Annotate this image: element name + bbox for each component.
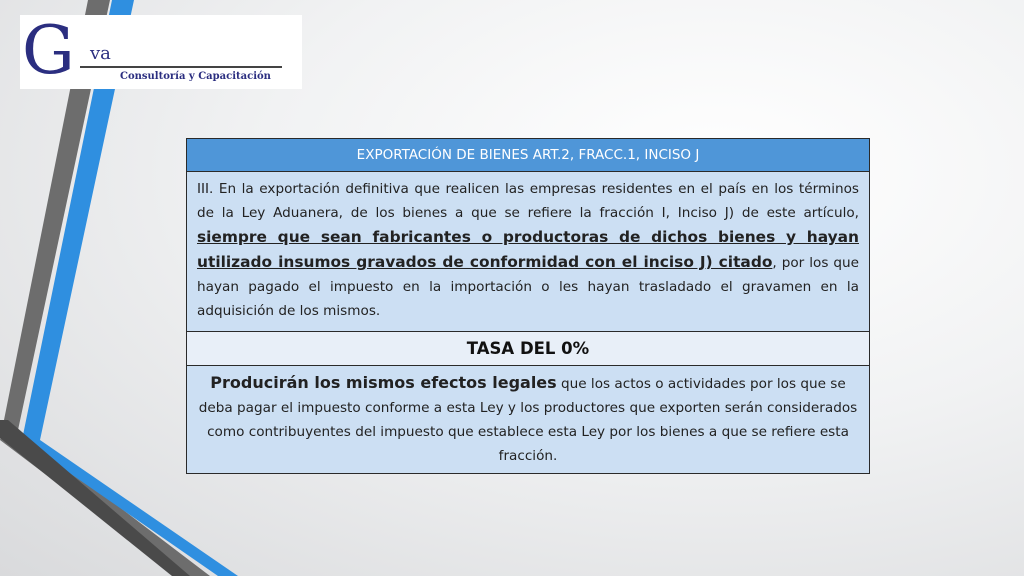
article-text-row	[187, 172, 869, 332]
tax-table	[186, 138, 870, 474]
rate-text: TASA DEL 0%	[466, 339, 590, 358]
table-header	[187, 139, 869, 172]
rate-row	[187, 332, 869, 366]
article-rest: , por los que hayan pagado el impuesto en la importación o les hayan trasladado el gravamen en la adquisición de los mismos.	[197, 255, 859, 319]
table-header-text: EXPORTACIÓN DE BIENES ART.2, FRACC.1, INCISO J	[356, 147, 700, 163]
article-intro: III. En la exportación definitiva que realicen las empresas residentes en el país en los términos de la Ley Aduanera, de los bienes a que se refiere la fracción I, Inciso J) de este artículo,	[197, 181, 859, 221]
effects-row	[187, 366, 869, 473]
company-logo	[20, 15, 302, 89]
effects-rest: que los actos o actividades por los que se deba pagar el impuesto conforme a esta Ley y los productores que exporten serán considerados como contribuyentes del impuesto que establece esta Ley por los bienes a que se refiere esta fracción.	[198, 376, 858, 464]
logo-letter-g: G	[22, 15, 75, 89]
logo-tagline: Consultoría y Capacitación	[120, 71, 271, 82]
article-emphasis: siempre que sean fabricantes o productoras de dichos bienes y hayan utilizado insumos gravados de conformidad con el inciso J) citado	[197, 228, 859, 271]
effects-lead: Producirán los mismos efectos legales	[210, 373, 557, 392]
logo-letters-va: va	[90, 43, 111, 64]
